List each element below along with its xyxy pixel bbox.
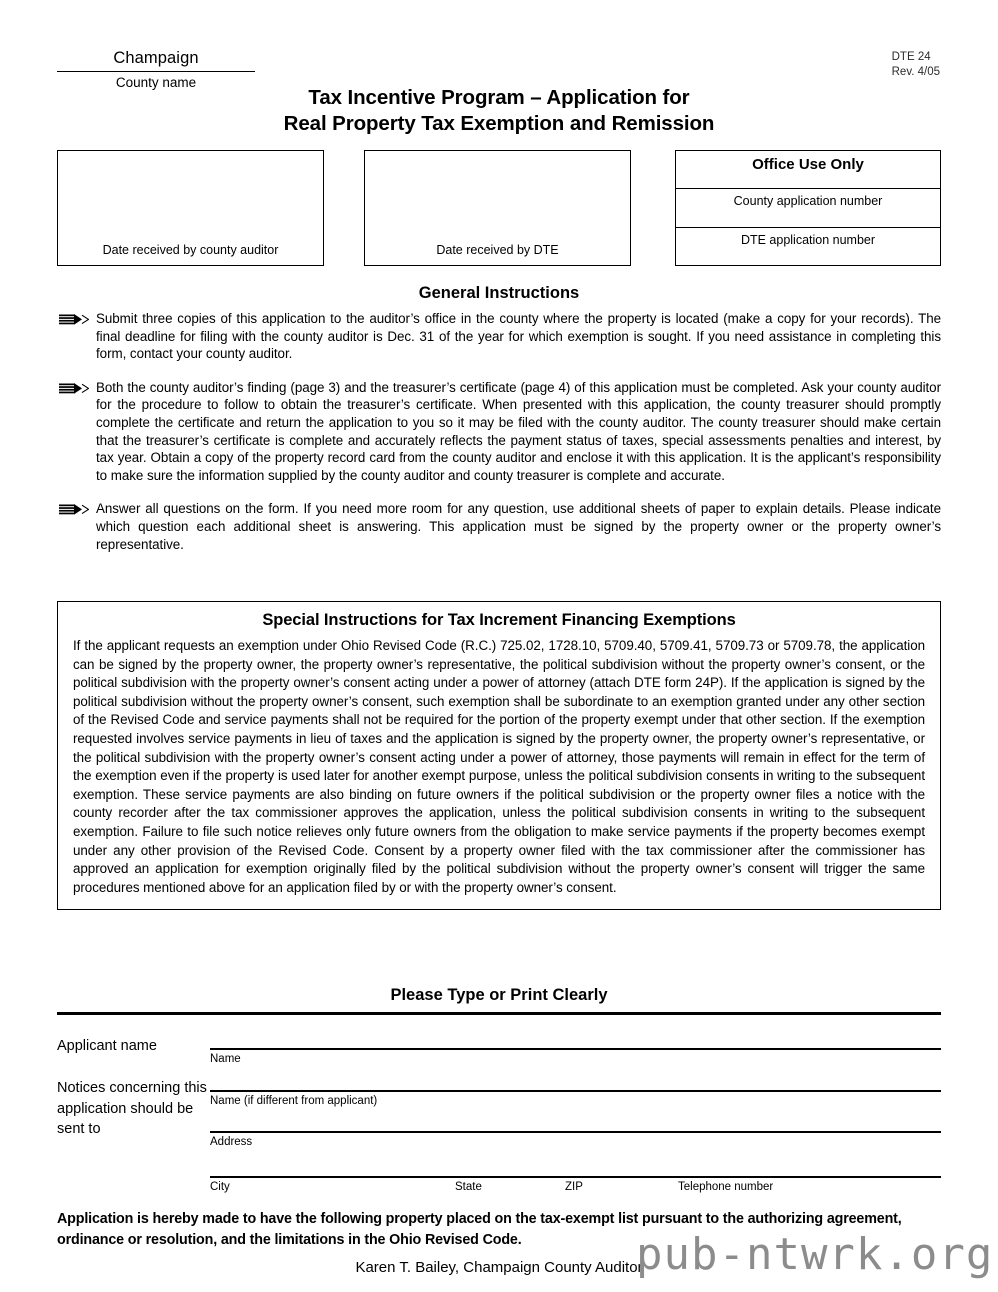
applicant-name-label: Applicant name bbox=[57, 1038, 157, 1054]
county-auditor-signature-line: Karen T. Bailey, Champaign County Auditor bbox=[355, 1259, 643, 1276]
section-divider bbox=[57, 1012, 941, 1015]
list-item bbox=[57, 500, 941, 553]
dte-application-number-field[interactable] bbox=[676, 228, 940, 264]
watermark: pub-ntwrk.org bbox=[636, 1229, 994, 1280]
form-identifier bbox=[892, 50, 940, 79]
name-field[interactable] bbox=[210, 1048, 941, 1067]
county-application-number-label: County application number bbox=[733, 194, 883, 208]
office-use-only-heading: Office Use Only bbox=[676, 151, 940, 189]
address-caption: Address bbox=[210, 1135, 253, 1148]
zip-caption: ZIP bbox=[565, 1180, 583, 1193]
date-received-county-auditor-box[interactable] bbox=[57, 150, 324, 266]
page-title bbox=[0, 85, 998, 137]
telephone-caption: Telephone number bbox=[678, 1180, 774, 1193]
date-received-dte-caption: Date received by DTE bbox=[436, 243, 559, 257]
date-received-dte-box[interactable] bbox=[364, 150, 631, 266]
general-instructions-heading: General Instructions bbox=[418, 284, 580, 302]
dte-application-number-label: DTE application number bbox=[740, 233, 876, 247]
special-instructions-heading: Special Instructions for Tax Increment Financing Exemptions bbox=[262, 611, 736, 629]
general-instruction-text: Answer all questions on the form. If you need more room for any question, use additional sheets of paper to explain details. Please indicate which question each additional sheet is answering. This application must be signed by the property owner or the property owner’s representative. bbox=[96, 501, 941, 552]
receipt-boxes-row bbox=[57, 150, 941, 266]
print-clearly-heading: Please Type or Print Clearly bbox=[390, 986, 608, 1004]
city-state-zip-phone-field[interactable] bbox=[210, 1176, 941, 1194]
form-revision: Rev. 4/05 bbox=[891, 65, 940, 78]
address-field[interactable] bbox=[210, 1131, 941, 1150]
city-caption: City bbox=[210, 1180, 230, 1193]
county-name-caption: County name bbox=[115, 75, 197, 90]
state-caption: State bbox=[455, 1180, 482, 1193]
list-item bbox=[57, 379, 941, 485]
name-if-different-caption: Name (if different from applicant) bbox=[210, 1094, 378, 1107]
county-application-number-field[interactable] bbox=[676, 189, 940, 228]
notices-sent-to-label: Notices concerning this application should be sent to bbox=[57, 1080, 207, 1137]
closing-statement: Application is hereby made to have the following property placed on the tax-exempt list pursuant to the authorizing agreement, ordinance or resolution, and the limitations in the Ohio Revised Code. bbox=[57, 1211, 902, 1248]
page-title-line-2: Real Property Tax Exemption and Remission bbox=[283, 112, 715, 135]
page-title-line-1: Tax Incentive Program – Application for bbox=[308, 86, 690, 109]
name-caption: Name bbox=[210, 1052, 241, 1065]
date-received-county-auditor-caption: Date received by county auditor bbox=[102, 243, 279, 257]
pencil-icon bbox=[59, 313, 89, 326]
pencil-icon bbox=[59, 382, 89, 395]
county-name-value: Champaign bbox=[57, 48, 255, 72]
office-use-only-box bbox=[675, 150, 941, 266]
special-instructions-text: If the applicant requests an exemption under Ohio Revised Code (R.C.) 725.02, 1728.10, 5709.40, 5709.41, 5709.73 or 5709.78, the application can be signed by the property owner, the property owner’s representative, the political subdivision without the property owner’s consent, or the political subdivision with the property owner’s consent acting under a power of attorney (attach DTE form 24P). If the application is signed by the political subdivision without the property owner’s consent, such exemption shall be subordinate to an exemption granted under any other section of the Revised Code and service payments shall not be required for the portion of the property exempt under that other section. If the exemption requested involves service payments in lieu of taxes and the application is signed by the property owner, the property owner’s representative, or the political subdivision with the property owner’s consent acting under a power of attorney, those payments will remain in effect for the term of the exemption even if the property is used later for another exempt purpose, unless the political subdivision consents in writing to the subsequent exemption. These service payments are also binding on future owners if the political subdivision or the property owner files a notice with the county recorder after the tax commissioner approves the application, unless the political subdivision consents in writing to the subsequent exemption. Failure to file such notice relieves only future owners from the obligation to make service payments if the property becomes exempt under any other provision of the Revised Code. Consent by a property owner filed with the tax commissioner after the commissioner has approved an application for exemption originally filed by the political subdivision without the property owner’s consent will trigger the same procedures mentioned above for an application filed by or with the property owner’s consent. bbox=[73, 638, 925, 895]
general-instructions-list bbox=[57, 310, 941, 569]
name-if-different-field[interactable] bbox=[210, 1090, 941, 1109]
pencil-icon bbox=[59, 503, 89, 516]
list-item bbox=[57, 310, 941, 363]
general-instruction-text: Submit three copies of this application to the auditor’s office in the county where the property is located (make a copy for your records). The final deadline for filing with the county auditor is Dec. 31 of the year for which exemption is sought. If you need assistance in completing this form, contact your county auditor. bbox=[96, 311, 941, 362]
general-instruction-text: Both the county auditor’s finding (page 3) and the treasurer’s certificate (page 4) of this application must be completed. Ask your county auditor for the procedure to follow to obtain the treasurer’s certificate. When presented with this application, the county treasurer should promptly complete the certificate and return the application to you so it may be filed with the county auditor. The county treasurer should make certain that the treasurer’s certificate is complete and accurately reflects the payment status of taxes, special assessments penalties and interest, by tax year. Obtain a copy of the property record card from the county auditor and enclose it with this application. It is the applicant’s responsibility to make sure the information supplied by the county auditor and county treasurer is complete and accurate. bbox=[96, 379, 941, 483]
special-instructions-box bbox=[57, 601, 941, 910]
form-number: DTE 24 bbox=[891, 51, 931, 63]
